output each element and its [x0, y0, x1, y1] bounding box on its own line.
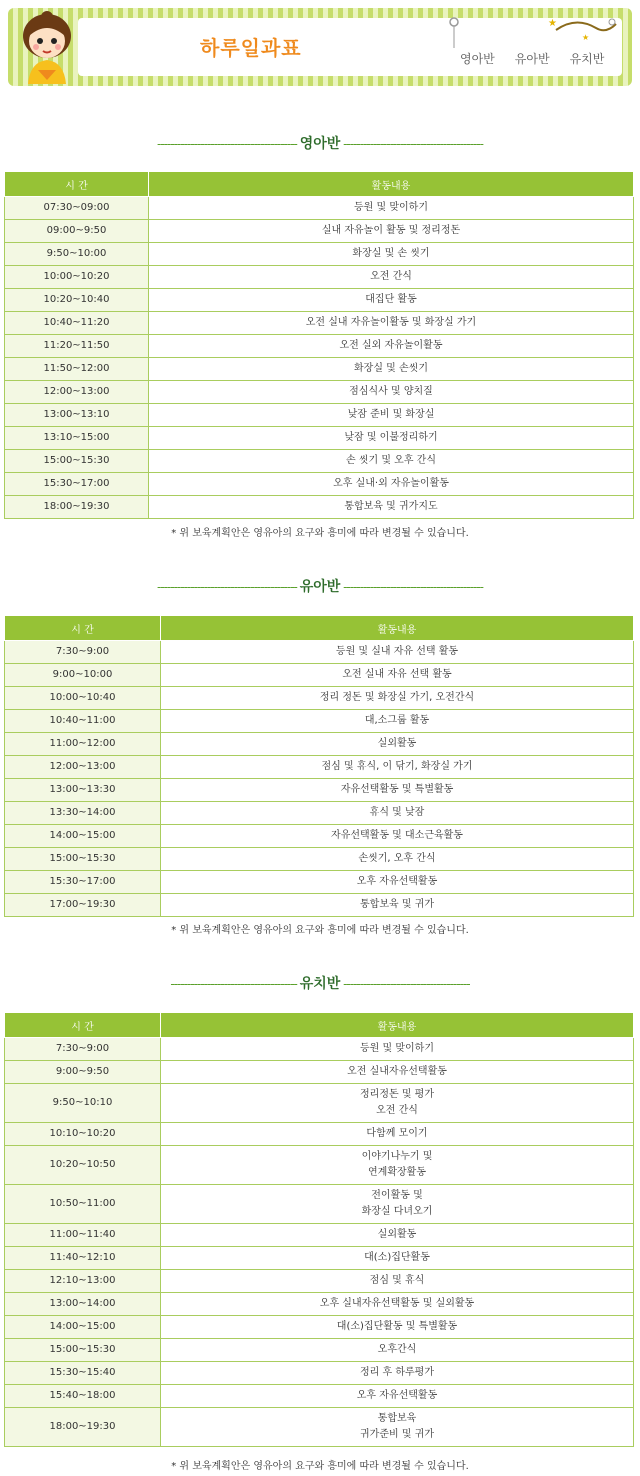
table-row	[5, 1185, 634, 1224]
table-row	[5, 779, 634, 802]
activity-cell: 휴식 및 낮잠	[161, 802, 634, 825]
header-banner	[8, 8, 632, 86]
activity-cell: 오전 실외 자유놀이활동	[149, 335, 634, 358]
time-cell: 12:10~13:00	[5, 1270, 161, 1293]
time-cell: 18:00~19:30	[5, 1408, 161, 1447]
page-title: 하루일과표	[200, 36, 302, 60]
activity-line: 오전 간식	[376, 1105, 418, 1116]
table-row	[5, 496, 634, 519]
header-panel	[78, 18, 622, 76]
time-cell: 13:00~13:30	[5, 779, 161, 802]
time-cell: 15:30~15:40	[5, 1362, 161, 1385]
activity-cell: 통합보육 및 귀가지도	[149, 496, 634, 519]
activity-cell: 낮잠 준비 및 화장실	[149, 404, 634, 427]
activity-header: 활동내용	[161, 616, 634, 641]
table-row	[5, 687, 634, 710]
schedule-table	[4, 1012, 634, 1447]
activity-cell: 정리 후 하루평가	[161, 1362, 634, 1385]
table-row	[5, 894, 634, 917]
activity-cell	[161, 1146, 634, 1185]
table-row	[5, 266, 634, 289]
table-row	[5, 335, 634, 358]
time-cell: 7:30~9:00	[5, 1038, 161, 1061]
table-row	[5, 1362, 634, 1385]
activity-line: 이야기나누기 및	[361, 1151, 433, 1162]
time-cell: 14:00~15:00	[5, 1316, 161, 1339]
time-cell: 10:40~11:20	[5, 312, 149, 335]
activity-cell: 오후간식	[161, 1339, 634, 1362]
tab-infant-class[interactable]: 영아반	[460, 52, 495, 66]
table-row	[5, 243, 634, 266]
activity-cell: 대집단 활동	[149, 289, 634, 312]
activity-cell: 대(소)집단활동 및 특별활동	[161, 1316, 634, 1339]
activity-cell: 다함께 모이기	[161, 1123, 634, 1146]
time-cell: 9:50~10:00	[5, 243, 149, 266]
time-header: 시 간	[5, 1013, 161, 1038]
time-cell: 12:00~13:00	[5, 381, 149, 404]
activity-cell: 화장실 및 손씻기	[149, 358, 634, 381]
schedule-note: * 위 보육계획안은 영유아의 요구와 흥미에 따라 변경될 수 있습니다.	[171, 528, 469, 539]
table-row	[5, 733, 634, 756]
activity-cell	[161, 1185, 634, 1224]
table-row	[5, 289, 634, 312]
activity-cell: 오전 실내자유선택활동	[161, 1061, 634, 1084]
schedule-table	[4, 171, 634, 519]
activity-cell: 오전 간식	[149, 266, 634, 289]
time-cell: 12:00~13:00	[5, 756, 161, 779]
section-title: 영아반	[299, 136, 341, 152]
table-row	[5, 1408, 634, 1447]
activity-cell: 오후 자유선택활동	[161, 1385, 634, 1408]
activity-cell: 화장실 및 손 씻기	[149, 243, 634, 266]
schedule-table	[4, 615, 634, 917]
time-cell: 7:30~9:00	[5, 641, 161, 664]
table-row	[5, 871, 634, 894]
activity-cell: 낮잠 및 이불정리하기	[149, 427, 634, 450]
table-row	[5, 641, 634, 664]
tab-kindergarten-class[interactable]: 유치반	[569, 52, 605, 66]
table-row	[5, 1224, 634, 1247]
table-row	[5, 1084, 634, 1123]
activity-header: 활동내용	[149, 172, 634, 197]
section-title: 유아반	[299, 579, 341, 595]
time-cell: 15:00~15:30	[5, 848, 161, 871]
table-row	[5, 381, 634, 404]
table-row	[5, 450, 634, 473]
section-heading: ------------------------------------------ 유아반 ------------------------------------------	[157, 579, 483, 595]
class-tabs	[460, 50, 604, 67]
time-cell: 9:00~9:50	[5, 1061, 161, 1084]
table-row	[5, 473, 634, 496]
activity-cell: 등원 및 맞이하기	[161, 1038, 634, 1061]
activity-cell: 오후 실내·외 자유놀이활동	[149, 473, 634, 496]
table-row	[5, 825, 634, 848]
activity-cell: 실내 자유놀이 활동 및 정리정돈	[149, 220, 634, 243]
table-row	[5, 1293, 634, 1316]
table-row	[5, 848, 634, 871]
activity-line: 전이활동 및	[371, 1190, 423, 1201]
table-row	[5, 358, 634, 381]
table-row	[5, 220, 634, 243]
time-cell: 13:00~14:00	[5, 1293, 161, 1316]
table-row	[5, 1247, 634, 1270]
activity-cell: 대(소)집단활동	[161, 1247, 634, 1270]
activity-cell: 손씻기, 오후 간식	[161, 848, 634, 871]
svg-text:★: ★	[548, 18, 557, 29]
time-cell: 14:00~15:00	[5, 825, 161, 848]
girl-character-icon	[16, 10, 78, 84]
activity-cell: 점심 및 휴식, 이 닦기, 화장실 가기	[161, 756, 634, 779]
table-row	[5, 1385, 634, 1408]
table-row	[5, 1270, 634, 1293]
time-cell: 11:00~12:00	[5, 733, 161, 756]
time-cell: 18:00~19:30	[5, 496, 149, 519]
table-row	[5, 197, 634, 220]
time-cell: 11:40~12:10	[5, 1247, 161, 1270]
time-cell: 15:30~17:00	[5, 473, 149, 496]
activity-cell: 점심 및 휴식	[161, 1270, 634, 1293]
time-cell: 13:10~15:00	[5, 427, 149, 450]
section-title: 유치반	[299, 976, 341, 992]
time-cell: 11:20~11:50	[5, 335, 149, 358]
activity-cell: 등원 및 실내 자유 선택 활동	[161, 641, 634, 664]
activity-cell: 점심식사 및 양치질	[149, 381, 634, 404]
time-header: 시 간	[5, 172, 149, 197]
activity-line: 화장실 다녀오기	[361, 1206, 433, 1217]
time-cell: 15:00~15:30	[5, 1339, 161, 1362]
time-cell: 13:00~13:10	[5, 404, 149, 427]
time-cell: 09:00~9:50	[5, 220, 149, 243]
activity-cell: 오후 자유선택활동	[161, 871, 634, 894]
time-cell: 9:50~10:10	[5, 1084, 161, 1123]
time-cell: 15:40~18:00	[5, 1385, 161, 1408]
time-cell: 10:20~10:50	[5, 1146, 161, 1185]
activity-cell: 자유선택활동 및 대소근육활동	[161, 825, 634, 848]
activity-line: 귀가준비 및 귀가	[360, 1429, 434, 1440]
activity-cell: 등원 및 맞이하기	[149, 197, 634, 220]
activity-cell: 자유선택활동 및 특별활동	[161, 779, 634, 802]
table-row	[5, 1123, 634, 1146]
table-row	[5, 1316, 634, 1339]
activity-cell: 정리 정돈 및 화장실 가기, 오전간식	[161, 687, 634, 710]
schedule-note: * 위 보육계획안은 영유아의 요구와 흥미에 따라 변경될 수 있습니다.	[171, 1461, 469, 1472]
time-cell: 15:30~17:00	[5, 871, 161, 894]
time-cell: 15:00~15:30	[5, 450, 149, 473]
time-cell: 10:50~11:00	[5, 1185, 161, 1224]
activity-cell: 대,소그룹 활동	[161, 710, 634, 733]
activity-cell: 오후 실내자유선택활동 및 실외활동	[161, 1293, 634, 1316]
table-row	[5, 1146, 634, 1185]
table-row	[5, 1038, 634, 1061]
activity-cell: 실외활동	[161, 733, 634, 756]
section-heading: ------------------------------------------ 영아반 ------------------------------------------	[157, 136, 483, 152]
time-header: 시 간	[5, 616, 161, 641]
hanger-icon	[448, 16, 460, 50]
activity-cell: 손 씻기 및 오후 간식	[149, 450, 634, 473]
activity-cell: 오전 실내 자유놀이활동 및 화장실 가기	[149, 312, 634, 335]
time-cell: 10:00~10:20	[5, 266, 149, 289]
activity-line: 정리정돈 및 평가	[360, 1089, 434, 1100]
time-cell: 13:30~14:00	[5, 802, 161, 825]
time-cell: 10:00~10:40	[5, 687, 161, 710]
schedule-note: * 위 보육계획안은 영유아의 요구와 흥미에 따라 변경될 수 있습니다.	[171, 925, 469, 936]
table-row	[5, 802, 634, 825]
time-cell: 11:50~12:00	[5, 358, 149, 381]
table-row	[5, 1061, 634, 1084]
activity-cell: 오전 실내 자유 선택 활동	[161, 664, 634, 687]
time-cell: 11:00~11:40	[5, 1224, 161, 1247]
table-row	[5, 710, 634, 733]
activity-cell: 실외활동	[161, 1224, 634, 1247]
activity-header: 활동내용	[161, 1013, 634, 1038]
table-row	[5, 1339, 634, 1362]
table-row	[5, 664, 634, 687]
svg-text:★: ★	[582, 33, 590, 42]
tab-toddler-class[interactable]: 유아반	[514, 52, 550, 66]
time-cell: 10:40~11:00	[5, 710, 161, 733]
time-cell: 10:10~10:20	[5, 1123, 161, 1146]
time-cell: 07:30~09:00	[5, 197, 149, 220]
activity-cell: 통합보육 및 귀가	[161, 894, 634, 917]
table-row	[5, 312, 634, 335]
time-cell: 9:00~10:00	[5, 664, 161, 687]
table-row	[5, 427, 634, 450]
decoration-icon	[546, 14, 620, 42]
time-cell: 17:00~19:30	[5, 894, 161, 917]
activity-line: 연계확장활동	[368, 1167, 426, 1178]
table-row	[5, 404, 634, 427]
time-cell: 10:20~10:40	[5, 289, 149, 312]
activity-cell	[161, 1084, 634, 1123]
section-heading: -------------------------------------- 유치반 --------------------------------------	[170, 976, 470, 992]
activity-cell	[161, 1408, 634, 1447]
activity-line: 통합보육	[377, 1413, 417, 1424]
table-row	[5, 756, 634, 779]
